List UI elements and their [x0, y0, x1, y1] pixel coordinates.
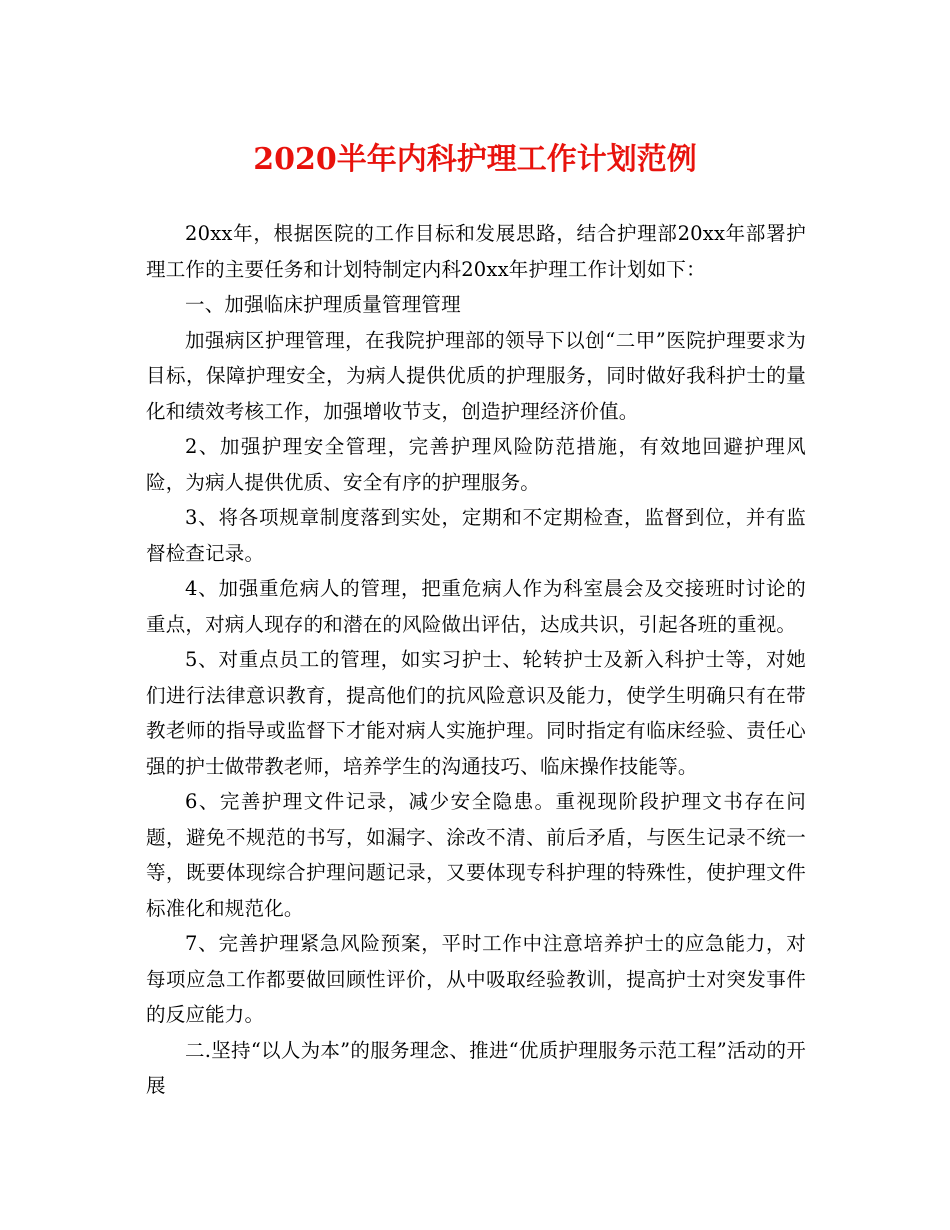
list-item-4: 4、加强重危病人的管理，把重危病人作为科室晨会及交接班时讨论的重点，对病人现存的和潜在的风险做出评估，达成共识，引起各班的重视。 — [146, 577, 806, 636]
list-item-5: 5、对重点员工的管理，如实习护士、轮转护士及新入科护士等，对她们进行法律意识教育，提高他们的抗风险意识及能力，使学生明确只有在带教老师的指导或监督下才能对病人实施护理。同时指定有临床经验、责任心强的护士做带教老师，培养学生的沟通技巧、临床操作技能等。 — [146, 648, 806, 778]
paragraph-ward-management: 加强病区护理管理，在我院护理部的领导下以创“二甲”医院护理要求为目标，保障护理安全，为病人提供优质的护理服务，同时做好我科护士的量化和绩效考核工作，加强增收节支，创造护理经济价值。 — [146, 328, 806, 423]
list-item-6: 6、完善护理文件记录，减少安全隐患。重视现阶段护理文书存在问题，避免不规范的书写，如漏字、涂改不清、前后矛盾，与医生记录不统一等，既要体现综合护理问题记录，又要体现专科护理的特殊性，使护理文件标准化和规范化。 — [146, 790, 806, 920]
document-title: 2020半年内科护理工作计划范例 — [253, 142, 697, 177]
list-item-2: 2、加强护理安全管理，完善护理风险防范措施，有效地回避护理风险，为病人提供优质、安全有序的护理服务。 — [146, 435, 806, 494]
section-heading-2: 二.坚持“以人为本”的服务理念、推进“优质护理服务示范工程”活动的开展 — [146, 1038, 806, 1097]
paragraph-intro: 20xx年，根据医院的工作目标和发展思路，结合护理部20xx年部署护理工作的主要任务和计划特制定内科20xx年护理工作计划如下： — [146, 222, 806, 281]
list-item-7: 7、完善护理紧急风险预案，平时工作中注意培养护士的应急能力，对每项应急工作都要做回顾性评价，从中吸取经验教训，提高护士对突发事件的反应能力。 — [146, 932, 806, 1026]
document-body — [146, 216, 806, 1104]
section-heading-1: 一、加强临床护理质量管理管理 — [185, 293, 461, 316]
list-item-3: 3、将各项规章制度落到实处，定期和不定期检查，监督到位，并有监督检查记录。 — [146, 506, 806, 565]
